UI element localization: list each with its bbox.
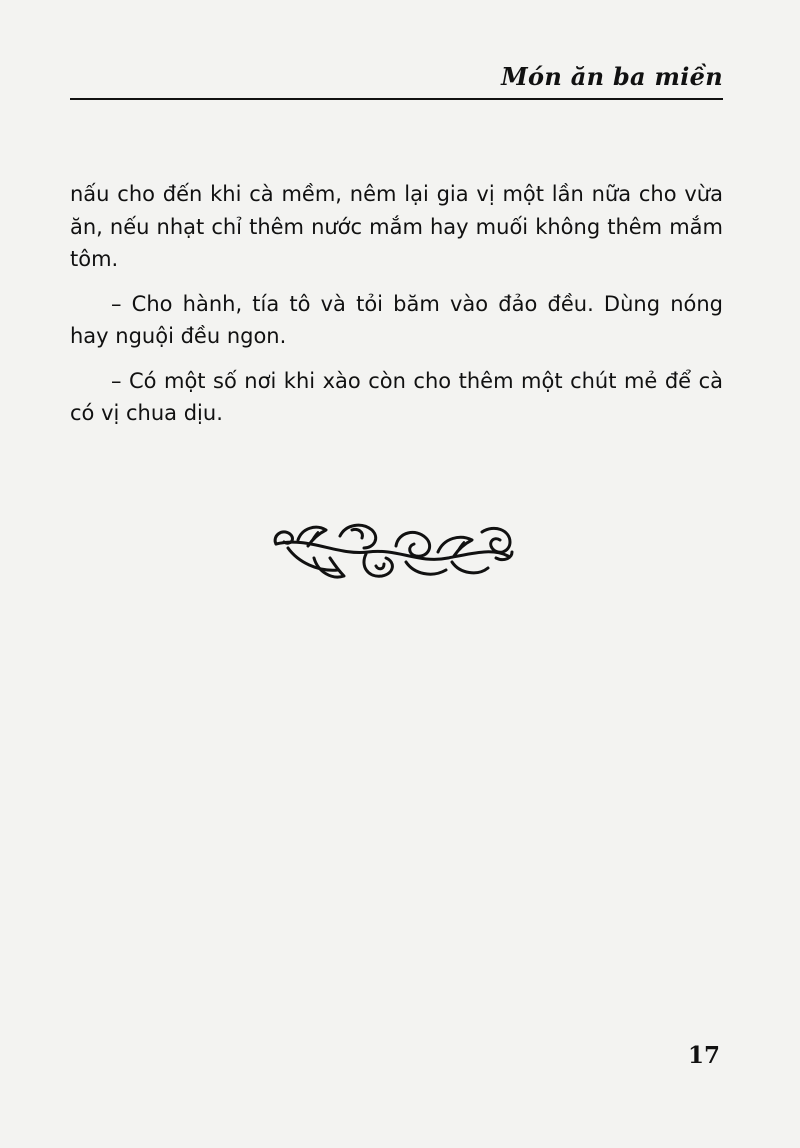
body-text <box>70 178 723 442</box>
page-number: 17 <box>687 1042 720 1069</box>
floral-ornament-icon <box>268 518 516 584</box>
running-title: Món ăn ba miền <box>501 62 723 91</box>
paragraph: nấu cho đến khi cà mềm, nêm lại gia vị một lần nữa cho vừa ăn, nếu nhạt chỉ thêm nước mắm hay muối không thêm mắm tôm. <box>70 182 723 271</box>
running-header <box>70 60 723 100</box>
paragraph: – Cho hành, tía tô và tỏi băm vào đảo đều. Dùng nóng hay nguội đều ngon. <box>70 291 723 348</box>
paragraph: – Có một số nơi khi xào còn cho thêm một chút mẻ để cà có vị chua dịu. <box>70 368 723 425</box>
